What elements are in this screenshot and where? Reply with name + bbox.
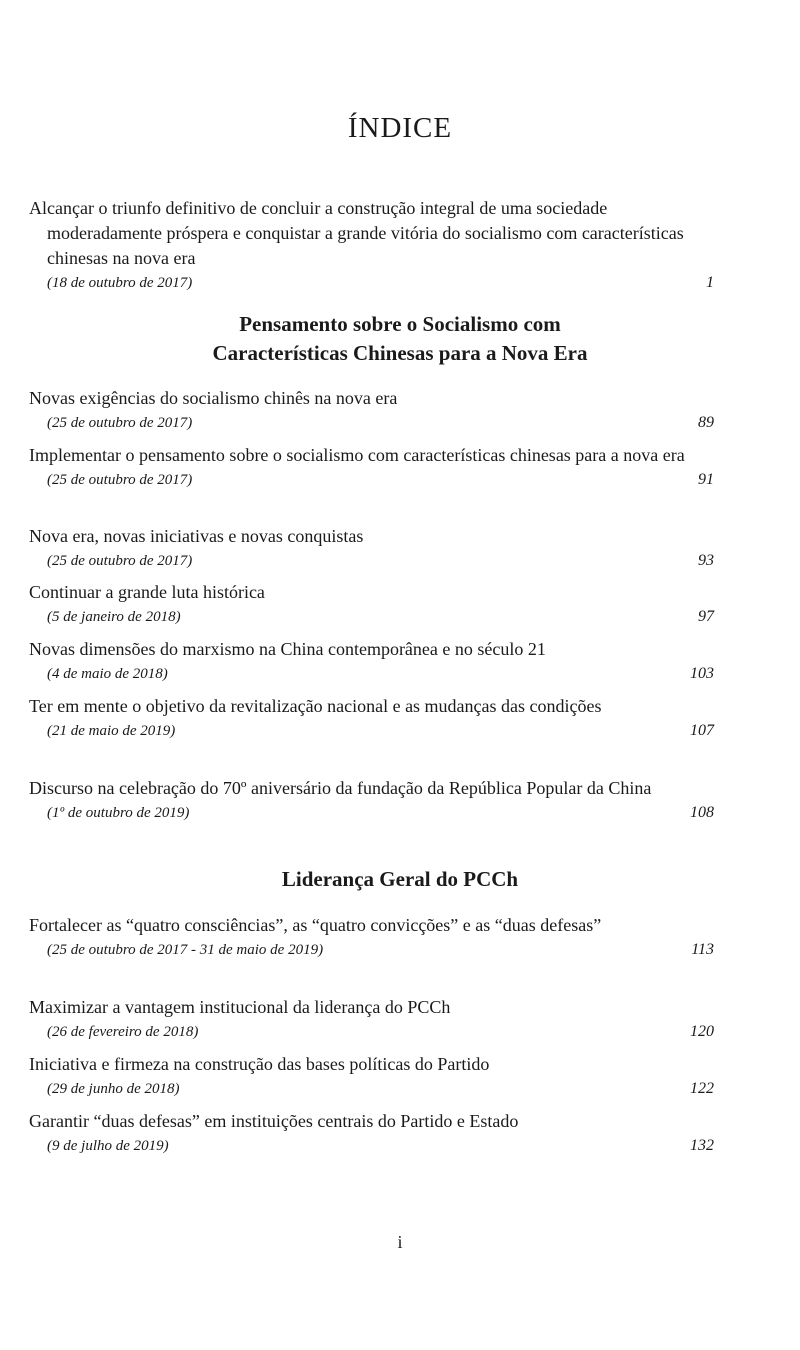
entry-page-number: 122 (690, 1080, 714, 1097)
entry-meta (29, 1134, 719, 1158)
toc-entry[interactable] (29, 637, 719, 686)
toc-entry[interactable] (29, 694, 719, 743)
entry-date: (1º de outubro de 2019) (47, 805, 190, 821)
entry-meta (29, 662, 719, 686)
entry-title: Novas dimensões do marxismo na China contemporânea e no século 21 (29, 639, 546, 659)
toc-entry[interactable] (29, 1052, 719, 1101)
toc-entry-intro[interactable] (29, 196, 719, 295)
section-heading-pensamento (0, 310, 800, 368)
toc-entry[interactable] (29, 776, 719, 825)
entry-page-number: 91 (698, 471, 714, 488)
entry-meta (29, 549, 719, 573)
entry-page-number: 120 (690, 1023, 714, 1040)
entry-meta (29, 801, 719, 825)
entry-date: (25 de outubro de 2017) (47, 553, 193, 569)
toc-entry[interactable] (29, 524, 719, 573)
section-heading-line: Características Chinesas para a Nova Era (212, 341, 588, 365)
entry-date: (25 de outubro de 2017) (47, 415, 193, 431)
entry-meta (29, 468, 719, 492)
entry-title: Maximizar a vantagem institucional da liderança do PCCh (29, 997, 451, 1017)
entry-page-number: 113 (691, 941, 714, 958)
entry-date: (25 de outubro de 2017 - 31 de maio de 2019) (47, 942, 324, 958)
entry-title: Implementar o pensamento sobre o socialismo com características chinesas para a nova era (29, 445, 685, 465)
entry-meta (29, 719, 719, 743)
entry-page-number: 93 (698, 552, 714, 569)
toc-entry[interactable] (29, 386, 719, 435)
toc-entry[interactable] (29, 995, 719, 1044)
entry-title: Garantir “duas defesas” em instituições centrais do Partido e Estado (29, 1111, 519, 1131)
entry-meta (29, 1077, 719, 1101)
entry-meta (29, 271, 719, 295)
entry-title: Iniciativa e firmeza na construção das bases políticas do Partido (29, 1054, 490, 1074)
entry-date: (5 de janeiro de 2018) (47, 609, 181, 625)
entry-date: (18 de outubro de 2017) (47, 275, 193, 291)
entry-meta (29, 411, 719, 435)
toc-entry[interactable] (29, 1109, 719, 1158)
toc-entry[interactable] (29, 443, 719, 492)
entry-date: (25 de outubro de 2017) (47, 472, 193, 488)
entry-page-number: 103 (690, 665, 714, 682)
entry-date: (21 de maio de 2019) (47, 723, 176, 739)
section-heading-lideranca (0, 865, 800, 894)
entry-date: (9 de julho de 2019) (47, 1138, 169, 1154)
toc-entry[interactable] (29, 913, 719, 962)
entry-page-number: 132 (690, 1137, 714, 1154)
entry-page-number: 89 (698, 414, 714, 431)
entry-title: Alcançar o triunfo definitivo de concluir a construção integral de uma sociedade moderadamente próspera e conquistar a grande vitória do socialismo com características chinesas na nova era (29, 198, 684, 268)
entry-title: Continuar a grande luta histórica (29, 582, 265, 602)
entry-title: Ter em mente o objetivo da revitalização nacional e as mudanças das condições (29, 696, 602, 716)
entry-date: (26 de fevereiro de 2018) (47, 1024, 199, 1040)
entry-title: Fortalecer as “quatro consciências”, as “quatro convicções” e as “duas defesas” (29, 915, 602, 935)
page-folio: i (397, 1232, 403, 1252)
entry-page-number: 1 (706, 274, 714, 291)
entry-date: (29 de junho de 2018) (47, 1081, 180, 1097)
entry-page-number: 108 (690, 804, 714, 821)
entry-title: Nova era, novas iniciativas e novas conquistas (29, 526, 364, 546)
section-heading-line: Liderança Geral do PCCh (281, 867, 519, 891)
toc-entry[interactable] (29, 580, 719, 629)
entry-title: Novas exigências do socialismo chinês na nova era (29, 388, 398, 408)
entry-page-number: 97 (698, 608, 714, 625)
entry-meta (29, 605, 719, 629)
entry-meta (29, 938, 719, 962)
section-heading-line: Pensamento sobre o Socialismo com (239, 312, 561, 336)
entry-title: Discurso na celebração do 70º aniversário da fundação da República Popular da China (29, 778, 652, 798)
entry-meta (29, 1020, 719, 1044)
page-title: ÍNDICE (347, 112, 453, 144)
entry-page-number: 107 (690, 722, 714, 739)
entry-date: (4 de maio de 2018) (47, 666, 168, 682)
